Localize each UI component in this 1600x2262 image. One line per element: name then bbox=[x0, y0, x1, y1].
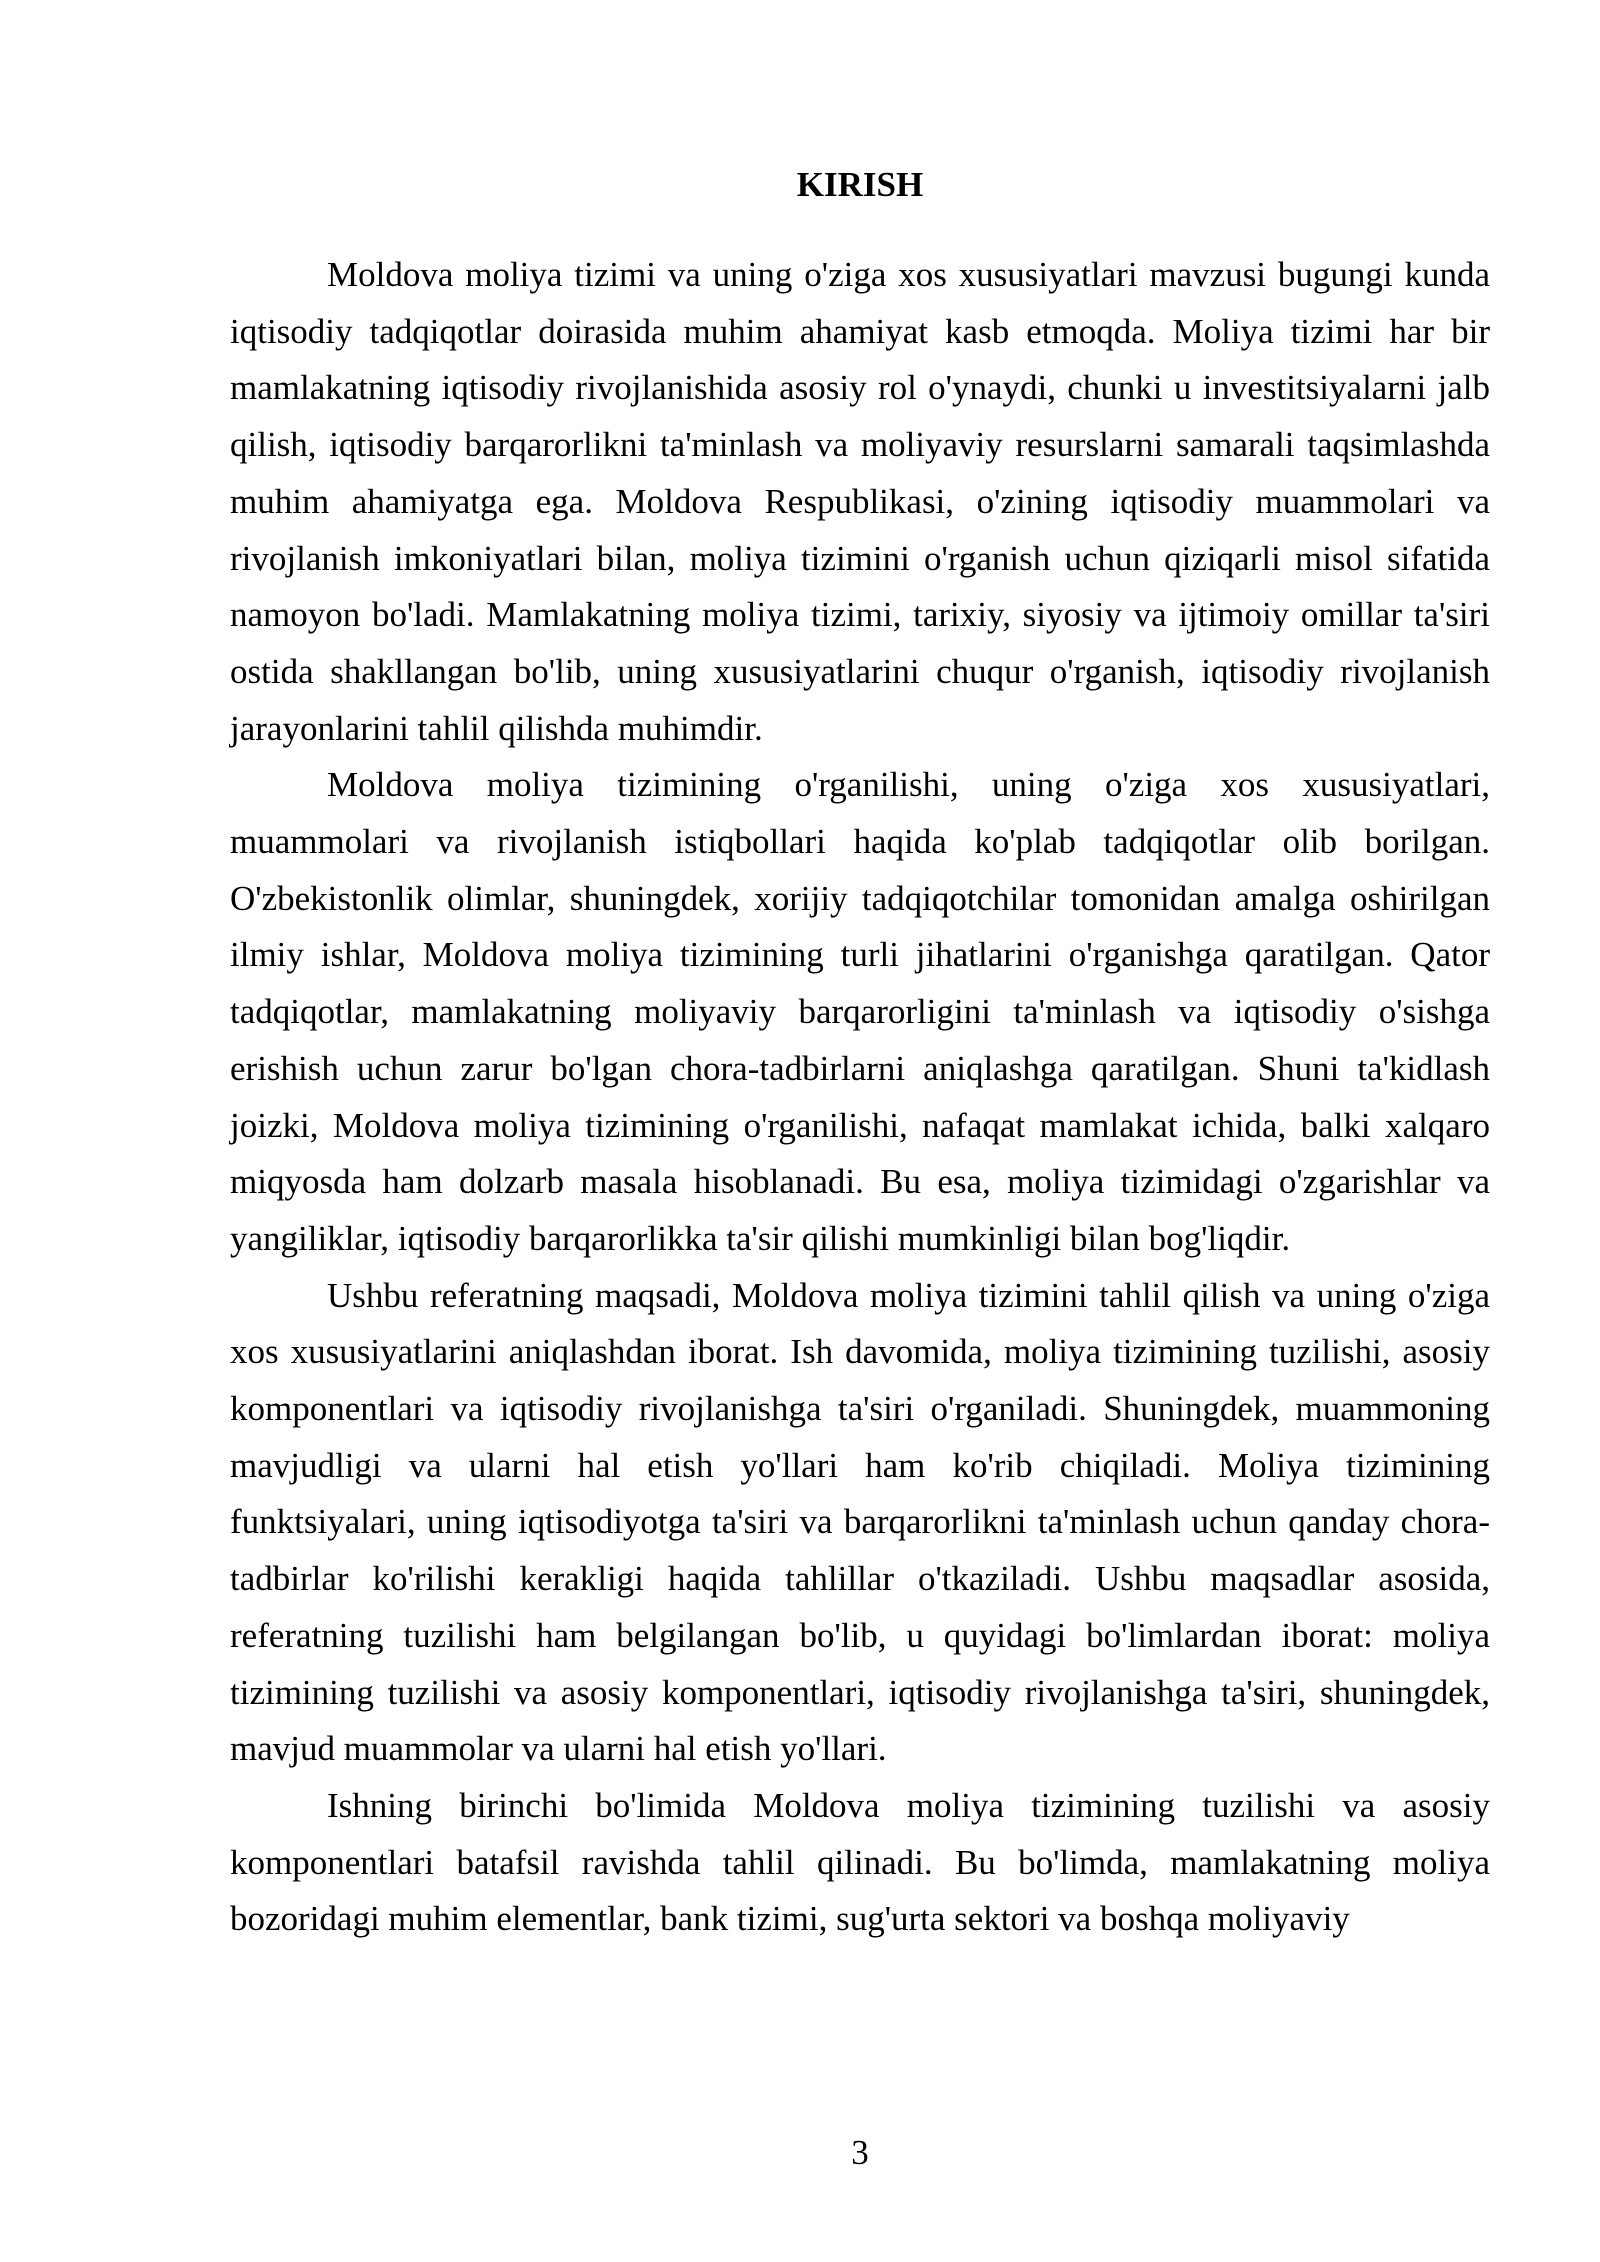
paragraph-1: Moldova moliya tizimi va uning o'ziga xos xususiyatlari mavzusi bugungi kunda iqtisodiy tadqiqotlar doirasida muhim ahamiyat kasb etmoqda. Moliya tizimi har bir mamlakatning iqtisodiy rivojlanishida asosiy rol o'ynaydi, chunki u investitsiyalarni jalb qilish, iqtisodiy barqarorlikni ta'minlash va moliyaviy resurslarni samarali taqsimlashda muhim ahamiyatga ega. Moldova Respublikasi, o'zining iqtisodiy muammolari va rivojlanish imkoniyatlari bilan, moliya tizimini o'rganish uchun qiziqarli misol sifatida namoyon bo'ladi. Mamlakatning moliya tizimi, tarixiy, siyosiy va ijtimoiy omillar ta'siri ostida shakllangan bo'lib, uning xususiyatlarini chuqur o'rganish, iqtisodiy rivojlanish jarayonlarini tahlil qilishda muhimdir. bbox=[230, 255, 1490, 748]
section-heading: KIRISH bbox=[796, 165, 924, 204]
paragraph-3: Ushbu referatning maqsadi, Moldova moliya tizimini tahlil qilish va uning o'ziga xos xususiyatlarini aniqlashdan iborat. Ish davomida, moliya tizimining tuzilishi, asosiy komponentlari va iqtisodiy rivojlanishga ta'siri o'rganiladi. Shuningdek, muammoning mavjudligi va ularni hal etish yo'llari ham ko'rib chiqiladi. Moliya tizimining funktsiyalari, uning iqtisodiyotga ta'siri va barqarorlikni ta'minlash uchun qanday chora-tadbirlar ko'rilishi kerakligi haqida tahlillar o'tkaziladi. Ushbu maqsadlar asosida, referatning tuzilishi ham belgilangan bo'lib, u quyidagi bo'limlardan iborat: moliya tizimining tuzilishi va asosiy komponentlari, iqtisodiy rivojlanishga ta'siri, shuningdek, mavjud muammolar va ularni hal etish yo'llari. bbox=[230, 1275, 1490, 1769]
body-text bbox=[230, 247, 1490, 1948]
page-number: 3 bbox=[851, 2133, 869, 2172]
paragraph-4: Ishning birinchi bo'limida Moldova moliya tizimining tuzilishi va asosiy komponentlari batafsil ravishda tahlil qilinadi. Bu bo'limda, mamlakatning moliya bozoridagi muhim elementlar, bank tizimi, sug'urta sektori va boshqa moliyaviy bbox=[230, 1785, 1490, 1939]
paragraph-2: Moldova moliya tizimining o'rganilishi, uning o'ziga xos xususiyatlari, muammolari va rivojlanish istiqbollari haqida ko'plab tadqiqotlar olib borilgan. O'zbekistonlik olimlar, shuningdek, xorijiy tadqiqotchilar tomonidan amalga oshirilgan ilmiy ishlar, Moldova moliya tizimining turli jihatlarini o'rganishga qaratilgan. Qator tadqiqotlar, mamlakatning moliyaviy barqarorligini ta'minlash va iqtisodiy o'sishga erishish uchun zarur bo'lgan chora-tadbirlarni aniqlashga qaratilgan. Shuni ta'kidlash joizki, Moldova moliya tizimining o'rganilishi, nafaqat mamlakat ichida, balki xalqaro miqyosda ham dolzarb masala hisoblanadi. Bu esa, moliya tizimidagi o'zgarishlar va yangiliklar, iqtisodiy barqarorlikka ta'sir qilishi mumkinligi bilan bog'liqdir. bbox=[230, 765, 1490, 1258]
